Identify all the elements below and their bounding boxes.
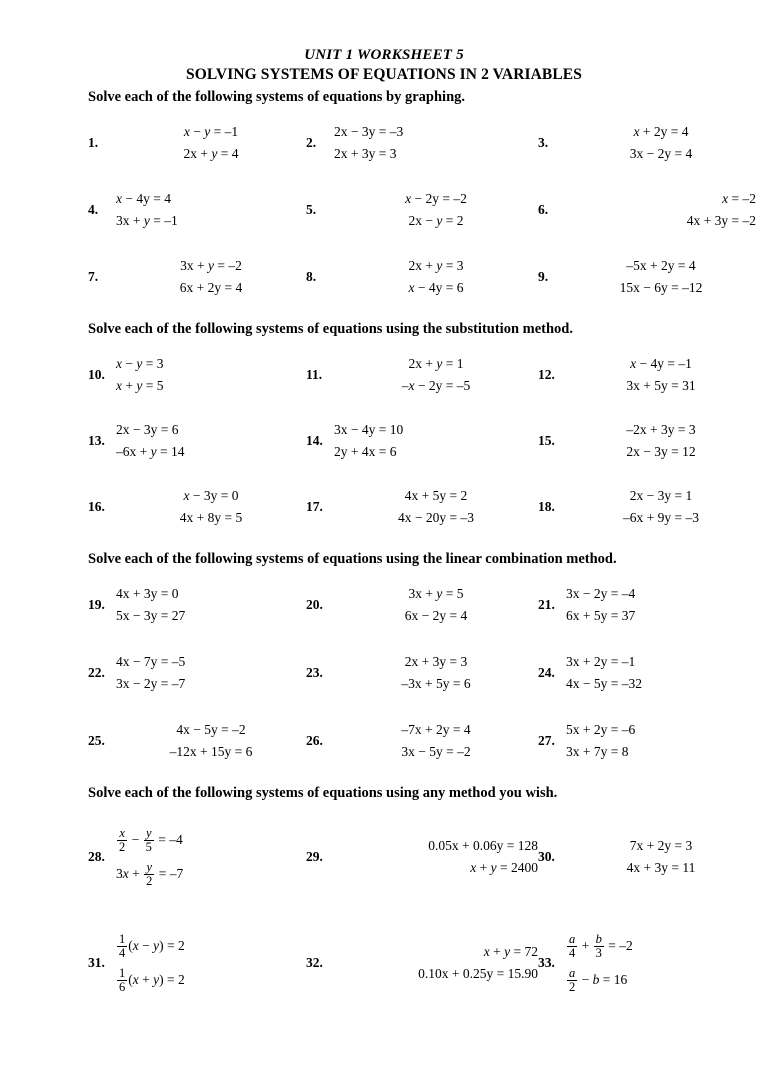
problem-number: 33. [538,955,555,970]
equation-system [334,583,538,627]
problem-13 [88,419,306,463]
equation-line: 4x + 3y = –2 [686,213,756,228]
problem-number: 32. [306,955,323,970]
equation-line: 3x + $\frac{y}{2}$ = –7 [116,859,184,888]
equation-line: –2x + 3y = 3 [626,422,696,437]
equation-system [116,583,306,627]
problem-2 [306,121,538,165]
equation-system [334,188,538,232]
equation-system [334,651,538,695]
equation-system [334,419,538,463]
problem-number: 3. [538,135,549,150]
title-block [0,46,768,85]
problem-14 [306,419,538,463]
equation-line: 3x − 2y = –7 [116,676,186,691]
equation-line: 3x − 2y = –4 [566,586,636,601]
problem-number: 16. [88,499,105,514]
section-heading-substitution: Solve each of the following systems of equations using the substitution method. [88,321,573,337]
equation-system [116,823,306,891]
problem-19 [88,583,306,627]
problem-33 [538,929,756,997]
fraction-b-over-3: $\frac{b}{3}$ [595,931,602,960]
equation-system [566,485,756,529]
problem-number: 23. [306,665,323,680]
problem-grid-graphing [88,121,756,299]
worksheet-subject-title: SOLVING SYSTEMS OF EQUATIONS IN 2 VARIABLES [186,66,582,83]
problem-number: 19. [88,597,105,612]
problem-31 [88,929,306,997]
equation-system [116,188,306,232]
equation-line: 4x − 5y = –32 [566,676,642,691]
equation-line: 0.05x + 0.06y = 128 [428,838,538,853]
problem-number: 5. [306,202,317,217]
equation-line: 2x + 3y = 3 [334,146,397,161]
equation-system [334,941,538,985]
problem-number: 29. [306,849,323,864]
equation-line: –5x + 2y = 4 [626,258,696,273]
equation-system [116,419,306,463]
equation-line: x − 4y = –1 [630,356,692,371]
problem-27 [538,719,756,763]
equation-line: 3x + y = –2 [180,258,242,273]
equation-system [116,485,306,529]
problem-25 [88,719,306,763]
equation-line: 2x + y = 3 [408,258,464,273]
equation-line: 6x − 2y = 4 [404,608,468,623]
problem-number: 14. [306,433,323,448]
problem-grid-substitution [88,353,756,529]
problem-number: 18. [538,499,555,514]
equation-line: 3x − 5y = –2 [401,744,471,759]
equation-line: 4x + 3y = 11 [626,860,696,875]
equation-line: x = –2 [722,191,756,206]
equation-line: x − 4y = 4 [116,191,171,206]
problem-18 [538,485,756,529]
problem-number: 7. [88,269,99,284]
equation-system [566,353,756,397]
fraction-a-over-2: $\frac{a}{2}$ [569,965,576,994]
equation-line: 2x + 3y = 3 [404,654,468,669]
equation-line: $\frac{x}{2}$ − $\frac{y}{5}$ = –4 [119,825,183,854]
equation-system [566,719,756,763]
problem-1 [88,121,306,165]
equation-system [334,121,538,165]
problem-12 [538,353,756,397]
equation-line: 3x + y = –1 [116,213,178,228]
equation-line: 2x − 3y = 1 [629,488,693,503]
equation-line: x − y = 3 [116,356,164,371]
problem-26 [306,719,538,763]
fraction-x-over-2: $\frac{x}{2}$ [119,825,126,854]
problem-23 [306,651,538,695]
equation-line: 6x + 2y = 4 [179,280,243,295]
problem-number: 8. [306,269,317,284]
equation-line: x + 2y = 4 [633,124,689,139]
equation-system [566,651,756,695]
problem-5 [306,188,538,232]
problem-22 [88,651,306,695]
equation-line: –3x + 5y = 6 [401,676,471,691]
equation-line: x − 3y = 0 [183,488,239,503]
equation-line: 5x + 2y = –6 [566,722,636,737]
section-heading-linear-combination: Solve each of the following systems of equations using the linear combination method. [88,551,617,567]
equation-line: x + y = 5 [116,378,164,393]
equation-line: 3x − 4y = 10 [334,422,404,437]
equation-line: 2x − y = 2 [408,213,464,228]
equation-line: 4x − 5y = –2 [176,722,246,737]
equation-line: 2x + y = 4 [183,146,239,161]
equation-line: 3x + 2y = –1 [566,654,636,669]
problem-number: 13. [88,433,105,448]
section-heading-any-method: Solve each of the following systems of equations using any method you wish. [88,785,558,801]
problem-17 [306,485,538,529]
equation-line: 3x − 2y = 4 [629,146,693,161]
equation-line: 2x − 3y = –3 [334,124,404,139]
equation-system [334,255,538,299]
problem-number: 31. [88,955,105,970]
equation-line: 0.10x + 0.25y = 15.90 [418,966,538,981]
equation-line: $\frac{a}{2}$ − b = 16 [569,965,628,994]
problem-16 [88,485,306,529]
equation-system [116,353,306,397]
problem-28 [88,823,306,891]
problem-number: 20. [306,597,323,612]
equation-system [334,719,538,763]
fraction-y-over-5: $\frac{y}{5}$ [145,825,152,854]
problem-6 [538,188,756,232]
equation-line: 4x + 5y = 2 [404,488,468,503]
problem-number: 21. [538,597,555,612]
problem-3 [538,121,756,165]
fraction-a-over-4: $\frac{a}{4}$ [569,931,576,960]
worksheet-page [0,46,768,1070]
equation-line: 4x − 7y = –5 [116,654,186,669]
problem-number: 17. [306,499,323,514]
equation-system [566,929,756,997]
problem-20 [306,583,538,627]
equation-system [566,583,756,627]
equation-line: x − 4y = 6 [408,280,464,295]
problem-8 [306,255,538,299]
problem-grid-any-method [88,823,756,997]
equation-system [116,651,306,695]
equation-line: 2x − 3y = 6 [116,422,179,437]
worksheet-unit-title: UNIT 1 WORKSHEET 5 [304,47,464,63]
equation-line: 4x − 20y = –3 [398,510,474,525]
problem-number: 2. [306,135,317,150]
equation-line: 5x − 3y = 27 [116,608,186,623]
equation-line: x + y = 72 [483,944,538,959]
equation-system [566,255,756,299]
problem-number: 24. [538,665,555,680]
problem-24 [538,651,756,695]
problem-11 [306,353,538,397]
equation-line: $\frac{1}{4}$ (x − y) = 2 [119,931,185,960]
problem-7 [88,255,306,299]
equation-system [116,929,306,997]
equation-system [116,255,306,299]
equation-system [566,188,756,232]
equation-system [116,719,306,763]
problem-number: 27. [538,733,555,748]
equation-line: $\frac{a}{4}$ + $\frac{b}{3}$ = –2 [569,931,633,960]
equation-line: 2x − 3y = 12 [626,444,696,459]
fraction-one-sixth: $\frac{1}{6}$ [119,965,126,994]
equation-line: 7x + 2y = 3 [629,838,693,853]
problem-number: 11. [306,367,323,382]
equation-line: $\frac{1}{6}$ (x + y) = 2 [119,965,185,994]
equation-line: 2x + y = 1 [408,356,464,371]
problem-number: 9. [538,269,549,284]
problem-number: 6. [538,202,549,217]
equation-line: 6x + 5y = 37 [566,608,636,623]
equation-line: 3x + y = 5 [408,586,464,601]
equation-line: –x − 2y = –5 [401,378,471,393]
fraction-y-over-2: $\frac{y}{2}$ [146,859,153,888]
equation-line: –6x + 9y = –3 [623,510,699,525]
problem-number: 12. [538,367,555,382]
problem-number: 26. [306,733,323,748]
equation-line: 4x + 3y = 0 [116,586,179,601]
equation-line: 15x − 6y = –12 [619,280,703,295]
equation-line: 4x + 8y = 5 [179,510,243,525]
equation-line: –6x + y = 14 [116,444,185,459]
equation-system [334,485,538,529]
problem-29 [306,823,538,891]
equation-line: 3x + 5y = 31 [626,378,696,393]
equation-system [334,353,538,397]
problem-number: 1. [88,135,99,150]
equation-line: x − y = –1 [183,124,239,139]
equation-system [566,419,756,463]
problem-number: 10. [88,367,105,382]
problem-21 [538,583,756,627]
problem-32 [306,929,538,997]
equation-line: 3x + 7y = 8 [566,744,629,759]
problem-number: 25. [88,733,105,748]
equation-line: 2y + 4x = 6 [334,444,397,459]
equation-system [566,121,756,165]
equation-line: x − 2y = –2 [405,191,467,206]
problem-number: 22. [88,665,105,680]
problem-number: 4. [88,202,99,217]
equation-line: x + y = 2400 [470,860,538,875]
problem-15 [538,419,756,463]
equation-system [566,835,756,879]
problem-4 [88,188,306,232]
fraction-one-fourth: $\frac{1}{4}$ [119,931,126,960]
section-heading-graphing: Solve each of the following systems of equations by graphing. [88,89,466,105]
problem-9 [538,255,756,299]
equation-system [334,835,538,879]
problem-number: 28. [88,849,105,864]
problem-10 [88,353,306,397]
problem-grid-linear-combination [88,583,756,763]
problem-number: 15. [538,433,555,448]
problem-30 [538,823,756,891]
equation-line: –12x + 15y = 6 [169,744,253,759]
equation-system [116,121,306,165]
equation-line: –7x + 2y = 4 [401,722,471,737]
problem-number: 30. [538,849,555,864]
